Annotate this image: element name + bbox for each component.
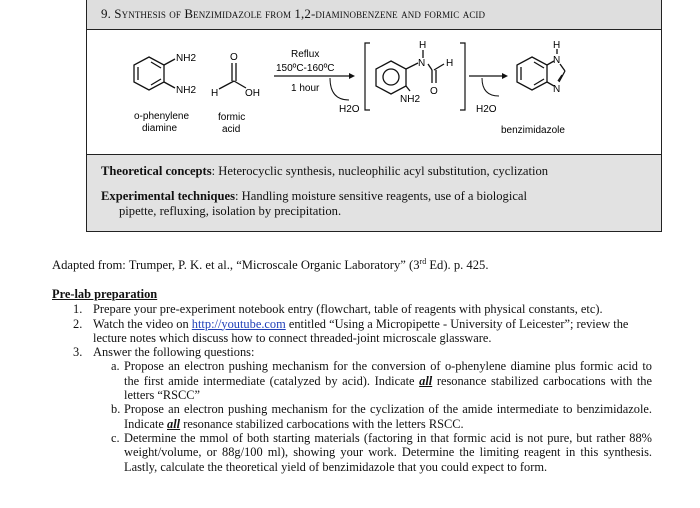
sub-number: b. [111, 402, 121, 417]
bracket-left [365, 43, 370, 110]
formic-carbonyl-o: O [230, 52, 238, 63]
concepts-panel [87, 154, 661, 231]
o-phenylenediamine-structure [134, 57, 175, 90]
item-text-before: Watch the video on [93, 316, 192, 331]
item-number: 2. [73, 316, 83, 331]
product-nh: N [553, 55, 561, 66]
intermediate-nh-h: H [419, 40, 427, 51]
reaction-arrowhead-2 [502, 73, 508, 79]
formic-oh: OH [245, 88, 260, 99]
citation [52, 257, 488, 273]
sub-text-before: Propose an electron pushing mechanism for the cyclization of the amide intermediate to benzimidazole. Indicate [124, 402, 652, 431]
water-byproduct-1: H2O [339, 104, 360, 115]
condition-temperature: 150ºC-160ºC [276, 63, 335, 74]
item-number: 1. [73, 302, 83, 317]
condition-time: 1 hour [291, 83, 320, 94]
techniques-label: Experimental techniques [101, 189, 235, 203]
sub-number: c. [111, 430, 120, 445]
question-a [52, 359, 652, 402]
youtube-link[interactable]: http://youtube.com [191, 316, 286, 331]
experimental-techniques [101, 189, 649, 219]
techniques-text-line1: : Handling moisture sensitive reagents, use of a biological [234, 189, 528, 203]
prelab-section [52, 287, 652, 474]
amine-bottom-label: NH2 [176, 85, 197, 96]
intermediate-n: N [418, 58, 426, 69]
product-name: benzimidazole [501, 125, 565, 136]
section-title: 9. Synthesis of Benzimidazole from 1,2-diaminobenzene and formic acid [101, 6, 486, 21]
sub-text: Determine the mmol of both starting materials (factoring in that formic acid is not pure, but rather 88% weight/volume, or 88g/100 ml), showing your work. Determine the limiting reagent in this synthesis. Lastly, calculate the theoretical yield of benzimidazole that you could expect to form. [124, 430, 652, 474]
intermediate-nh2: NH2 [400, 94, 421, 105]
citation-sup: rd [419, 257, 427, 266]
techniques-text-line2: pipette, refluxing, isolation by precipitation. [119, 204, 342, 218]
question-b [52, 402, 652, 431]
prelab-item-2 [52, 317, 652, 346]
reactant1-name-line1: o-phenylene [134, 111, 190, 122]
emphasis-all: all [419, 373, 433, 388]
item-number: 3. [73, 345, 83, 360]
theoretical-concepts [101, 164, 649, 179]
condition-reflux: Reflux [291, 49, 320, 60]
water-byproduct-2: H2O [476, 104, 497, 115]
item-text: Answer the following questions: [93, 345, 255, 360]
water-loss-curve-2 [482, 78, 499, 96]
water-loss-curve-1 [330, 78, 349, 100]
sub-text-after: resonance stabilized carbocations with the letters RSCC. [180, 416, 464, 431]
reactant2-name-line2: acid [222, 124, 241, 135]
prelab-item-1 [52, 302, 652, 316]
item-text-after: entitled “Using a Micropipette - University of Leicester”; review the lecture notes which discuss how to connect threaded-joint microscale glassware. [93, 316, 629, 345]
item-text: Prepare your pre-experiment notebook entry (flowchart, table of reagents with physical constants, etc). [93, 302, 603, 317]
sub-number: a. [111, 359, 120, 374]
reaction-scheme [87, 30, 660, 154]
product-h: H [553, 40, 561, 51]
prelab-heading: Pre-lab preparation [52, 287, 158, 301]
intermediate-o: O [430, 86, 438, 97]
theory-text: : Heterocyclic synthesis, nucleophilic acyl substitution, cyclization [211, 164, 549, 178]
sub-text-after: resonance stabilized carbocations with the letters “RSCC” [124, 373, 652, 403]
reaction-arrowhead-1 [349, 73, 355, 79]
formic-h: H [211, 88, 219, 99]
sub-text-before: Propose an electron pushing mechanism for the conversion of o-phenylene diamine plus formic acid to the first amide intermediate (catalyzed by acid). Indicate [124, 359, 652, 388]
formic-acid-structure [219, 63, 246, 89]
amine-top-label: NH2 [176, 53, 197, 64]
citation-text: Adapted from: Trumper, P. K. et al., “Microscale Organic Laboratory” (3 [52, 258, 420, 273]
question-c [52, 431, 652, 474]
product-n: N [553, 84, 561, 95]
citation-end: Ed). p. 425. [426, 258, 489, 273]
prelab-item-3 [52, 345, 652, 359]
bracket-right [460, 43, 465, 110]
intermediate-cho-h: H [446, 58, 454, 69]
synthesis-box [86, 0, 662, 232]
theory-label: Theoretical concepts [101, 164, 212, 178]
title-bar [87, 0, 661, 30]
reactant2-name-line1: formic [218, 112, 246, 123]
emphasis-all: all [167, 416, 181, 431]
reactant1-name-line2: diamine [142, 123, 178, 134]
